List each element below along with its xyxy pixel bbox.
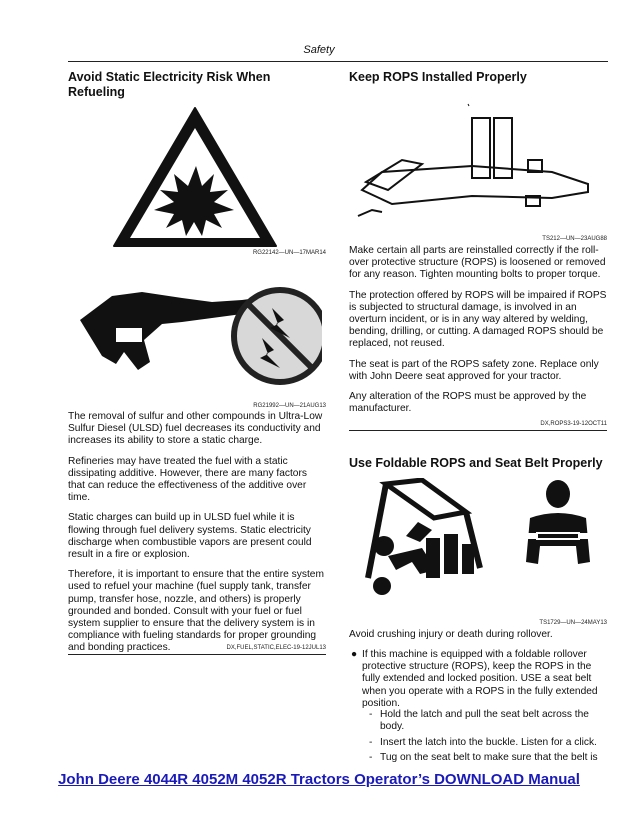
- section-end-rule: [68, 654, 326, 655]
- sub-item: Insert the latch into the buckle. Listen for a click.: [380, 737, 597, 748]
- paragraph: Avoid crushing injury or death during rollover.: [349, 629, 553, 640]
- bullet-marker: ●: [351, 649, 358, 660]
- paragraph: Static charges can build up in ULSD fuel while it is flowing through fuel delivery systems. Static electricity discharge when combustible vapors are present could result in a fire or explosion.: [68, 512, 312, 561]
- right-column-mid: [349, 456, 607, 471]
- rops-mounting-illustration: [352, 100, 602, 228]
- section-end-rule: [349, 430, 607, 431]
- page-header: Safety: [303, 44, 335, 56]
- explosion-warning-icon: [110, 104, 280, 252]
- paragraph: Therefore, it is important to ensure that the entire system used to refuel your machine (fuel supply tank, transfer pump, transfer hose, nozzle, and others) is properly grounded and bonded. Consult with your fuel or fuel system supplier to ensure that the delivery system is in compliance with fueling standards for proper grounding and bonding practices.: [68, 569, 324, 654]
- figure-ref-rg21992: RG21992—UN—21AUG13: [253, 403, 326, 409]
- end-ref-rops3: DX,ROPS3-19-12OCT11: [540, 421, 607, 427]
- fuel-nozzle-no-static-icon: [72, 278, 322, 390]
- download-manual-link[interactable]: John Deere 4044R 4052M 4052R Tractors Operator’s DOWNLOAD Manual: [58, 771, 580, 788]
- paragraph: Make certain all parts are reinstalled correctly if the roll-over protective structure (ROPS) is loosened or removed for any reason. Tighten mounting bolts to proper torque.: [349, 245, 606, 281]
- header-rule: [68, 61, 608, 62]
- paragraph: The protection offered by ROPS will be impaired if ROPS is subjected to structural damage, is involved in an overturn incident, or is in any way altered by welding, bending, drilling, or cutting. A damaged ROPS should be replaced, not reused.: [349, 289, 607, 350]
- dash-marker: -: [369, 737, 373, 748]
- dash-marker: -: [369, 709, 373, 720]
- left-body-text: [68, 411, 326, 663]
- figure-ref-ts212: TS212—UN—23AUG88: [542, 236, 607, 242]
- end-ref-fuel-static: DX,FUEL,STATIC,ELEC-19-12JUL13: [226, 645, 326, 651]
- paragraph: The removal of sulfur and other compounds in Ultra-Low Sulfur Diesel (ULSD) fuel decreases its conductivity and increases its ability to store a static charge.: [68, 411, 323, 447]
- right-body-text-1: [349, 245, 607, 423]
- dash-marker: -: [369, 752, 373, 763]
- seat-belt-icon: [518, 478, 598, 574]
- sub-item: Hold the latch and pull the seat belt across the body.: [380, 709, 589, 733]
- paragraph: Refineries may have treated the fuel with a static dissipating additive. However, there are many factors that can reduce the effectiveness of the additive over time.: [68, 455, 307, 504]
- figure-ref-rg22142: RG22142—UN—17MAR14: [252, 250, 326, 256]
- section-title-foldable-rops: Use Foldable ROPS and Seat Belt Properly: [349, 456, 603, 470]
- right-column-top: [349, 70, 607, 85]
- right-body-text-2: [349, 629, 607, 649]
- paragraph: The seat is part of the ROPS safety zone. Replace only with John Deere seat approved for your tractor.: [349, 358, 599, 382]
- sub-item: Tug on the seat belt to make sure that the belt is: [380, 752, 598, 763]
- section-title-keep-rops: Keep ROPS Installed Properly: [349, 70, 527, 84]
- paragraph: Any alteration of the ROPS must be approved by the manufacturer.: [349, 391, 587, 415]
- bullet-item: If this machine is equipped with a foldable rollover protective structure (ROPS), keep the ROPS in the fully extended and locked position. USE a seat belt when you operate with a ROPS in the fully extended position.: [362, 649, 598, 709]
- section-title-static-electricity: Avoid Static Electricity Risk When Refueling: [68, 70, 271, 99]
- left-column: [68, 70, 326, 100]
- figure-ref-ts1729: TS1729—UN—24MAY13: [539, 620, 607, 626]
- rollover-crush-hazard-icon: [362, 478, 504, 596]
